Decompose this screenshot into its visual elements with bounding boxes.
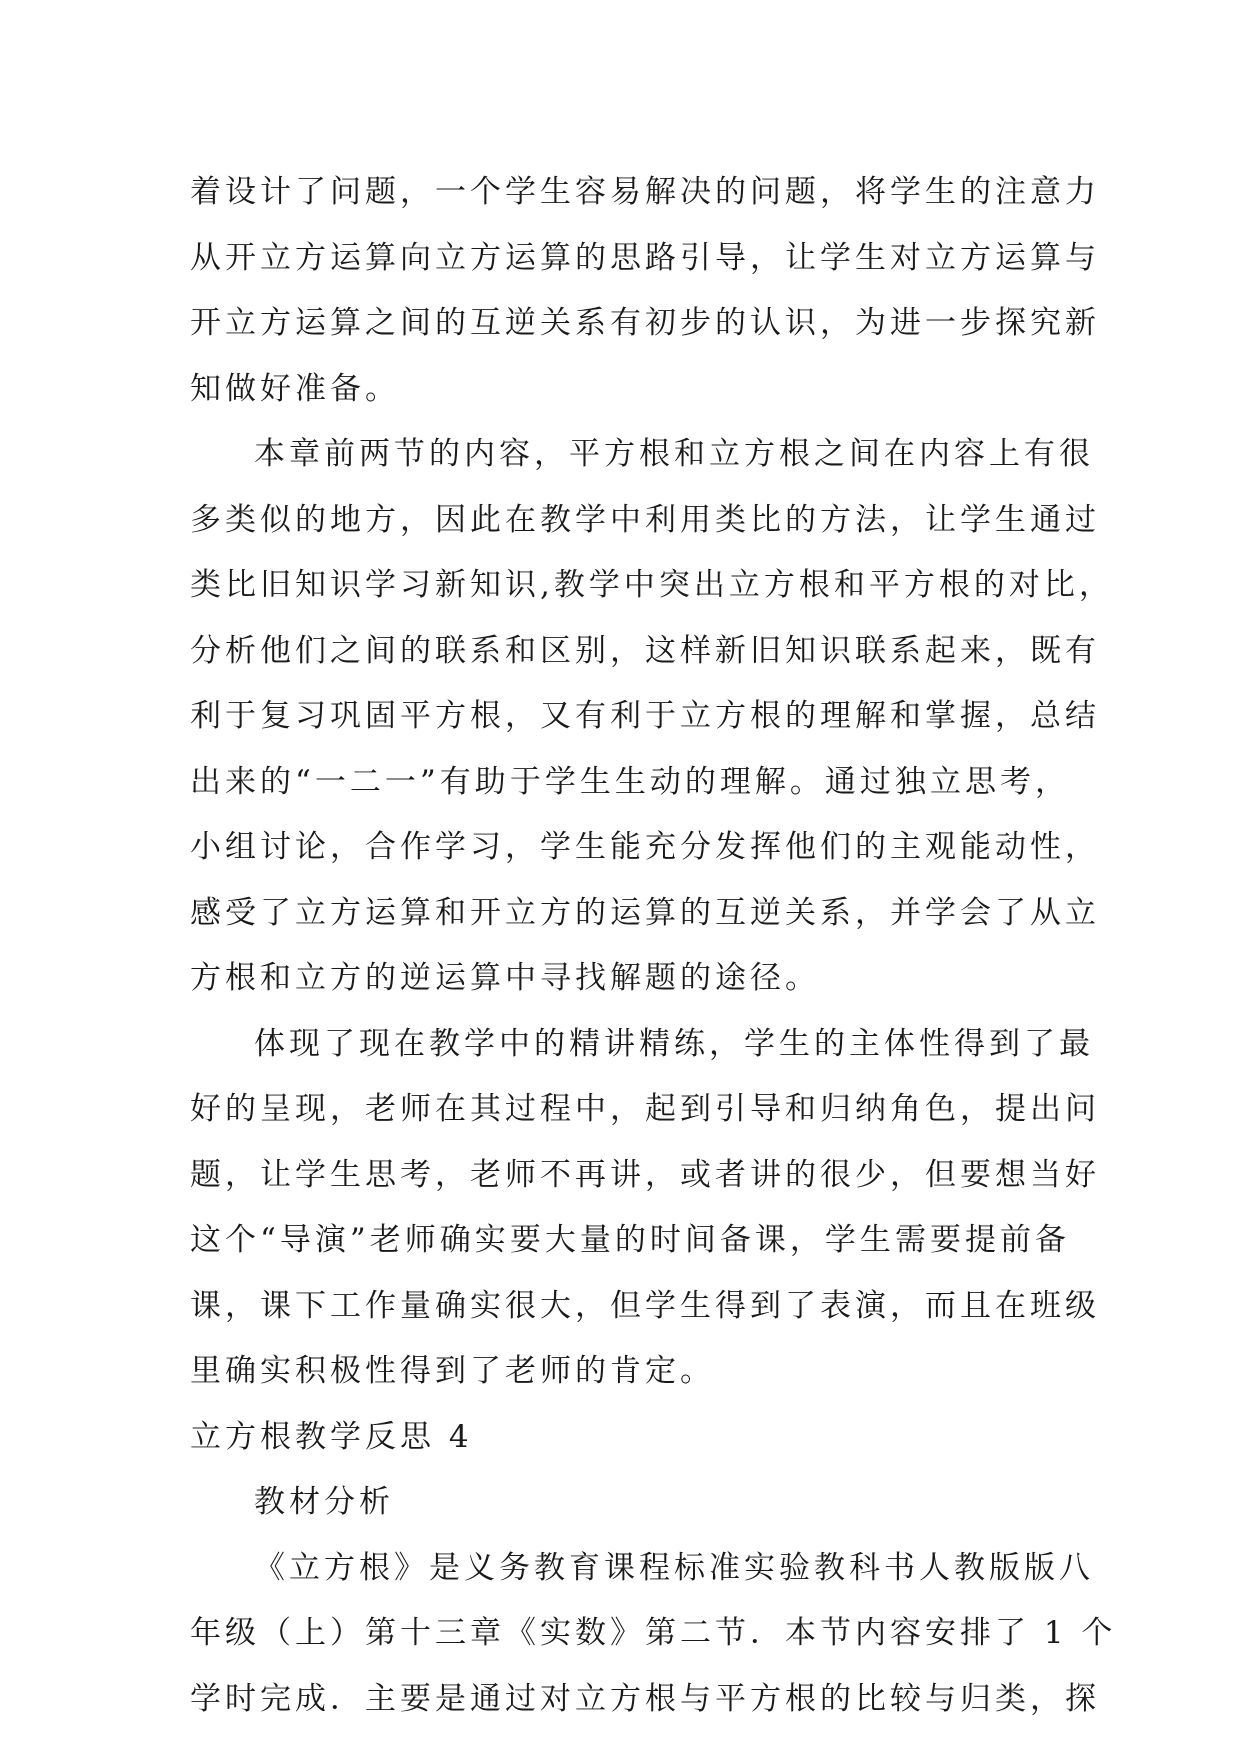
document-body xyxy=(190,160,1117,1732)
text-line: 学时完成．主要是通过对立方根与平方根的比较与归类，探 xyxy=(190,1680,1100,1717)
subsection-heading: 教材分析 xyxy=(254,1484,394,1520)
text-line: 多类似的地方，因此在教学中利用类比的方法，让学生通过 xyxy=(190,501,1100,538)
text-line: 出来的“一二一”有助于学生生动的理解。通过独立思考， xyxy=(190,763,1070,800)
paragraph-first-line: 《立方根》是义务教育课程标准实验教科书人教版版八 xyxy=(254,1549,1094,1586)
paragraph-first-line: 体现了现在教学中的精讲精练，学生的主体性得到了最 xyxy=(254,1025,1094,1062)
text-line: 这个“导演”老师确实要大量的时间备课，学生需要提前备 xyxy=(190,1222,1070,1258)
text-line: 题，让学生思考，老师不再讲，或者讲的很少，但要想当好 xyxy=(190,1156,1100,1193)
text-line: 课，课下工作量确实很大，但学生得到了表演，而且在班级 xyxy=(190,1287,1100,1324)
text-line: 知做好准备。 xyxy=(190,370,400,407)
text-line: 小组讨论，合作学习，学生能充分发挥他们的主观能动性， xyxy=(190,829,1100,865)
text-line: 好的呈现，老师在其过程中，起到引导和归纳角色，提出问 xyxy=(190,1091,1100,1127)
text-line: 里确实积极性得到了老师的肯定。 xyxy=(190,1353,715,1389)
text-line: 分析他们之间的联系和区别，这样新旧知识联系起来，既有 xyxy=(190,632,1100,669)
text-line: 年级（上）第十三章《实数》第二节．本节内容安排了 1 个 xyxy=(190,1615,1117,1651)
text-line: 类比旧知识学习新知识,教学中突出立方根和平方根的对比， xyxy=(190,567,1114,603)
text-line: 开立方运算之间的互逆关系有初步的认识，为进一步探究新 xyxy=(190,305,1100,341)
paragraph-first-line: 本章前两节的内容，平方根和立方根之间在内容上有很 xyxy=(254,436,1094,472)
text-line: 从开立方运算向立方运算的思路引导，让学生对立方运算与 xyxy=(190,239,1100,276)
text-line: 感受了立方运算和开立方的运算的互逆关系，并学会了从立 xyxy=(190,894,1100,931)
text-line: 利于复习巩固平方根，又有利于立方根的理解和掌握，总结 xyxy=(190,698,1100,734)
section-heading: 立方根教学反思 4 xyxy=(190,1418,473,1455)
text-line: 着设计了问题，一个学生容易解决的问题，将学生的注意力 xyxy=(190,174,1100,210)
text-line: 方根和立方的逆运算中寻找解题的途径。 xyxy=(190,960,820,996)
